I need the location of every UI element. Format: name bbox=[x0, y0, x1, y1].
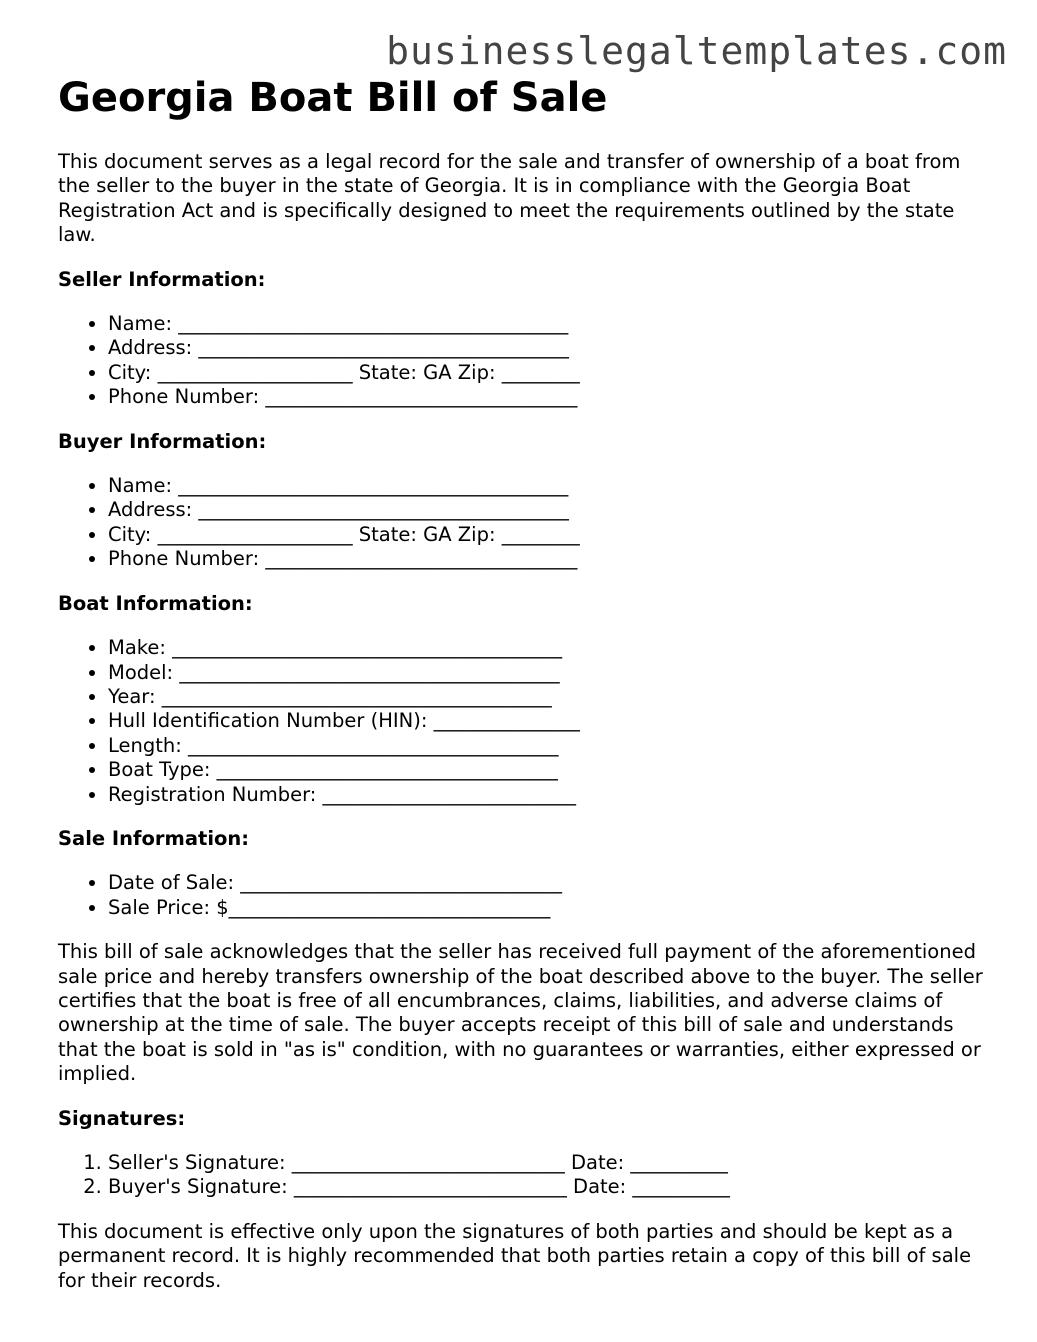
boat-length-field: • Length: ______________________________________ bbox=[108, 734, 988, 758]
seller-name-field: • Name: ________________________________________ bbox=[108, 312, 988, 336]
buyer-name-field: • Name: ________________________________________ bbox=[108, 474, 988, 498]
boat-make-field: • Make: ________________________________________ bbox=[108, 636, 988, 660]
seller-phone-field: • Phone Number: ________________________________ bbox=[108, 385, 988, 409]
sale-heading: Sale Information: bbox=[58, 826, 250, 850]
signatures-list bbox=[58, 1151, 988, 1200]
buyer-phone-field: • Phone Number: ________________________________ bbox=[108, 547, 988, 571]
boat-registration-field: • Registration Number: __________________________ bbox=[108, 783, 988, 807]
buyer-signature-line: 2. Buyer's Signature: ____________________________ Date: __________ bbox=[108, 1175, 988, 1199]
seller-fields-list bbox=[58, 312, 988, 410]
sale-price-field: • Sale Price: $_________________________________ bbox=[108, 896, 988, 920]
boat-hin-field: • Hull Identification Number (HIN): _______________ bbox=[108, 709, 988, 733]
site-watermark: businesslegaltemplates.com bbox=[386, 29, 1007, 73]
sale-fields-list bbox=[58, 871, 988, 920]
boat-fields-list bbox=[58, 636, 988, 807]
seller-heading: Seller Information: bbox=[58, 267, 266, 291]
boat-year-field: • Year: ________________________________________ bbox=[108, 685, 988, 709]
buyer-fields-list bbox=[58, 474, 988, 572]
buyer-city-state-zip-field: • City: ____________________ State: GA Zip: ________ bbox=[108, 523, 988, 547]
seller-city-state-zip-field: • City: ____________________ State: GA Zip: ________ bbox=[108, 361, 988, 385]
seller-signature-line: 1. Seller's Signature: ____________________________ Date: __________ bbox=[108, 1151, 988, 1175]
document-body bbox=[58, 150, 988, 1293]
boat-model-field: • Model: _______________________________________ bbox=[108, 661, 988, 685]
boat-heading: Boat Information: bbox=[58, 591, 253, 615]
document-title: Georgia Boat Bill of Sale bbox=[58, 75, 608, 121]
seller-address-field: • Address: ______________________________________ bbox=[108, 336, 988, 360]
signatures-heading: Signatures: bbox=[58, 1106, 186, 1130]
boat-type-field: • Boat Type: ___________________________________ bbox=[108, 758, 988, 782]
acknowledgment-paragraph: This bill of sale acknowledges that the seller has received full payment of the aforementioned sale price and hereby transfers ownership of the boat described above to the buyer. The seller certifies that the boat is free of all encumbrances, claims, liabilities, and adverse claims of ownership at the time of sale. The buyer accepts receipt of this bill of sale and understands that the boat is sold in "as is" condition, with no guarantees or warranties, either expressed or implied. bbox=[58, 940, 983, 1086]
closing-paragraph: This document is effective only upon the signatures of both parties and should be kept as a permanent record. It is highly recommended that both parties retain a copy of this bill of sale for their records. bbox=[58, 1219, 972, 1292]
intro-paragraph: This document serves as a legal record for the sale and transfer of ownership of a boat from the seller to the buyer in the state of Georgia. It is in compliance with the Georgia Boat Registration Act and is specifically designed to meet the requirements outlined by the state law. bbox=[58, 150, 961, 247]
buyer-heading: Buyer Information: bbox=[58, 429, 267, 453]
sale-date-field: • Date of Sale: _________________________________ bbox=[108, 871, 988, 895]
buyer-address-field: • Address: ______________________________________ bbox=[108, 498, 988, 522]
